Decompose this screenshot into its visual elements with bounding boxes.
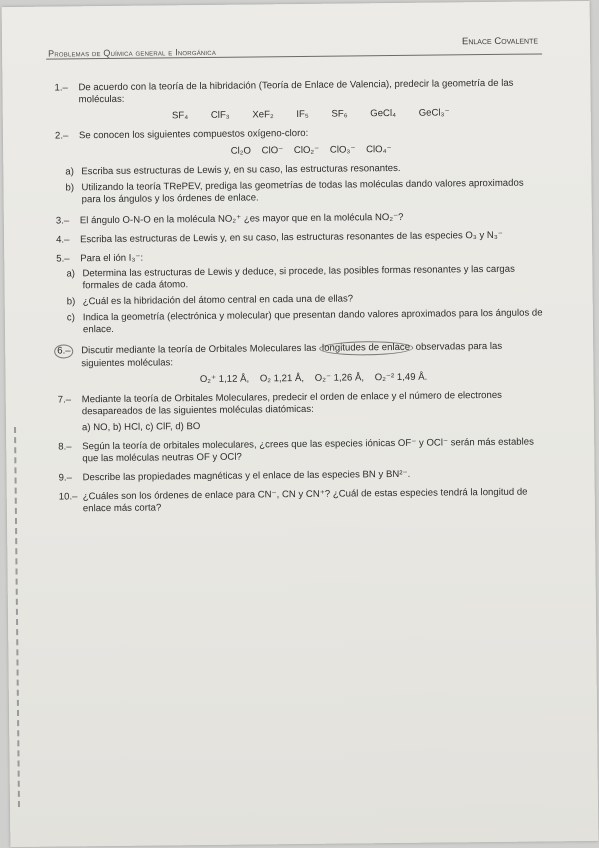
bond-length-row bbox=[81, 370, 545, 387]
question-1 bbox=[54, 77, 542, 123]
header-topic: Enlace Covalente bbox=[461, 35, 539, 48]
question-text: Mediante la teoría de Orbitales Moleculares, predecir el orden de enlace y el número de electrones desapareados de las siguientes moléculas diatómicas: bbox=[81, 389, 503, 418]
question-text: ¿Cuáles son los órdenes de enlace para CN⁻, CN y CN⁺? ¿Cuál de estas especies tendrá la longitud de enlace más corta? bbox=[82, 486, 528, 515]
question-text: Se conocen los siguientes compuestos oxígeno-cloro: bbox=[78, 127, 309, 142]
subquestion-text: Indica la geometría (electrónica y molecular) que presentan dando valores aproximados para los ángulos de enlace. bbox=[82, 307, 543, 336]
question-7 bbox=[58, 389, 546, 434]
subquestion-text: Utilizando la teoría TRePEV, prediga las geometrías de todas las moléculas dando valores aproximados para los ángulos y los órdenes de enlace. bbox=[81, 177, 524, 206]
formula-row bbox=[79, 106, 543, 123]
subquestion-5a bbox=[66, 263, 544, 292]
subquestion-text: Escriba sus estructuras de Lewis y, en su caso, las estructuras resonantes. bbox=[81, 162, 401, 178]
subquestion-label: a) bbox=[65, 166, 74, 178]
question-6 bbox=[57, 339, 545, 387]
molecule-list: a) NO, b) HCl, c) ClF, d) BO bbox=[81, 421, 201, 434]
subquestion-2a bbox=[65, 161, 543, 178]
formula: ClF₃ bbox=[210, 109, 230, 121]
question-9 bbox=[58, 467, 546, 484]
question-5 bbox=[56, 248, 544, 265]
subquestion-label: b) bbox=[66, 296, 76, 308]
question-number: 5.– bbox=[56, 253, 70, 265]
question-number: 7.– bbox=[57, 394, 72, 406]
formula: ClO⁻ bbox=[261, 145, 284, 157]
bond-length-value: O₂ 1,21 Å, bbox=[259, 372, 305, 385]
subquestion-label: c) bbox=[66, 312, 75, 324]
question-text: De acuerdo con la teoría de la hibridación (Teoría de Enlace de Valencia), predecir la geometría de las moléculas: bbox=[78, 77, 514, 106]
question-10 bbox=[59, 486, 547, 515]
question-number bbox=[57, 344, 73, 358]
question-text: El ángulo O-N-O en la molécula NO₂⁺ ¿es mayor que en la molécula NO₂⁻? bbox=[79, 211, 404, 227]
formula: Cl₂O bbox=[230, 145, 252, 157]
subquestion-2b bbox=[65, 177, 543, 206]
question-number: 10.– bbox=[58, 491, 78, 503]
question-text: Describe las propiedades magnéticas y el enlace de las especies BN y BN²⁻. bbox=[82, 468, 411, 484]
question-text: Escriba las estructuras de Lewis y, en su caso, las estructuras resonantes de las especies O₃ y N₃⁻ bbox=[80, 229, 503, 246]
question-number: 3.– bbox=[55, 215, 70, 227]
formula: ClO₂⁻ bbox=[293, 144, 320, 157]
subquestion-5c bbox=[67, 307, 545, 336]
formula: XeF₂ bbox=[252, 109, 274, 121]
bond-length-value: O₂⁻² 1,49 Å. bbox=[374, 371, 428, 384]
formula: GeCl₃⁻ bbox=[418, 107, 450, 119]
subquestion-text: ¿Cuál es la hibridación del átomo central en cada una de ellas? bbox=[82, 293, 354, 308]
bond-length-value: O₂⁻ 1,26 Å, bbox=[314, 372, 365, 384]
formula: ClO₄⁻ bbox=[365, 144, 392, 156]
question-number: 9.– bbox=[58, 472, 72, 484]
formula: SF₄ bbox=[171, 110, 189, 122]
question-text-after: observadas para las siguientes moléculas: bbox=[81, 340, 503, 370]
question-text: Para el ión I₃⁻: bbox=[80, 252, 144, 265]
subquestion-label: a) bbox=[66, 268, 76, 280]
question-number: 8.– bbox=[58, 441, 72, 453]
question-text: Según la teoría de orbitales moleculares, ¿crees que las especies iónicas OF⁻ y OCl⁻ serán más estables que las moléculas neutras OF y OCl? bbox=[82, 436, 534, 465]
question-number: 2.– bbox=[54, 130, 69, 142]
bond-length-value: O₂⁺ 1,12 Å, bbox=[199, 373, 250, 386]
question-4 bbox=[56, 229, 544, 246]
binding-holes bbox=[14, 427, 24, 807]
formula: IF₅ bbox=[296, 108, 309, 121]
subquestion-label: b) bbox=[65, 182, 75, 194]
subquestion-text: Determina las estructuras de Lewis y deduce, si procede, las posibles formas resonantes y las cargas formales de cada átomo. bbox=[82, 263, 515, 292]
question-list bbox=[54, 77, 547, 522]
subquestion-5b bbox=[67, 291, 545, 308]
formula: SF₆ bbox=[331, 108, 348, 120]
question-text bbox=[81, 339, 545, 370]
circled-text-mark: longitudes de enlace bbox=[319, 341, 413, 356]
circled-number-mark: 6.– bbox=[54, 344, 73, 358]
question-3 bbox=[56, 210, 544, 227]
formula: GeCl₄ bbox=[370, 107, 397, 120]
formula-row bbox=[79, 142, 543, 159]
paper-sheet bbox=[2, 1, 599, 847]
question-number: 4.– bbox=[56, 234, 70, 246]
question-text-before: Discutir mediante la teoría de Orbitales Moleculares las bbox=[81, 342, 320, 357]
question-8 bbox=[58, 436, 546, 465]
question-2 bbox=[55, 125, 543, 159]
formula: ClO₃⁻ bbox=[329, 144, 356, 156]
header-course-title: Problemas de Química general e Inorgánica bbox=[48, 46, 217, 59]
question-number: 1.– bbox=[54, 82, 68, 94]
